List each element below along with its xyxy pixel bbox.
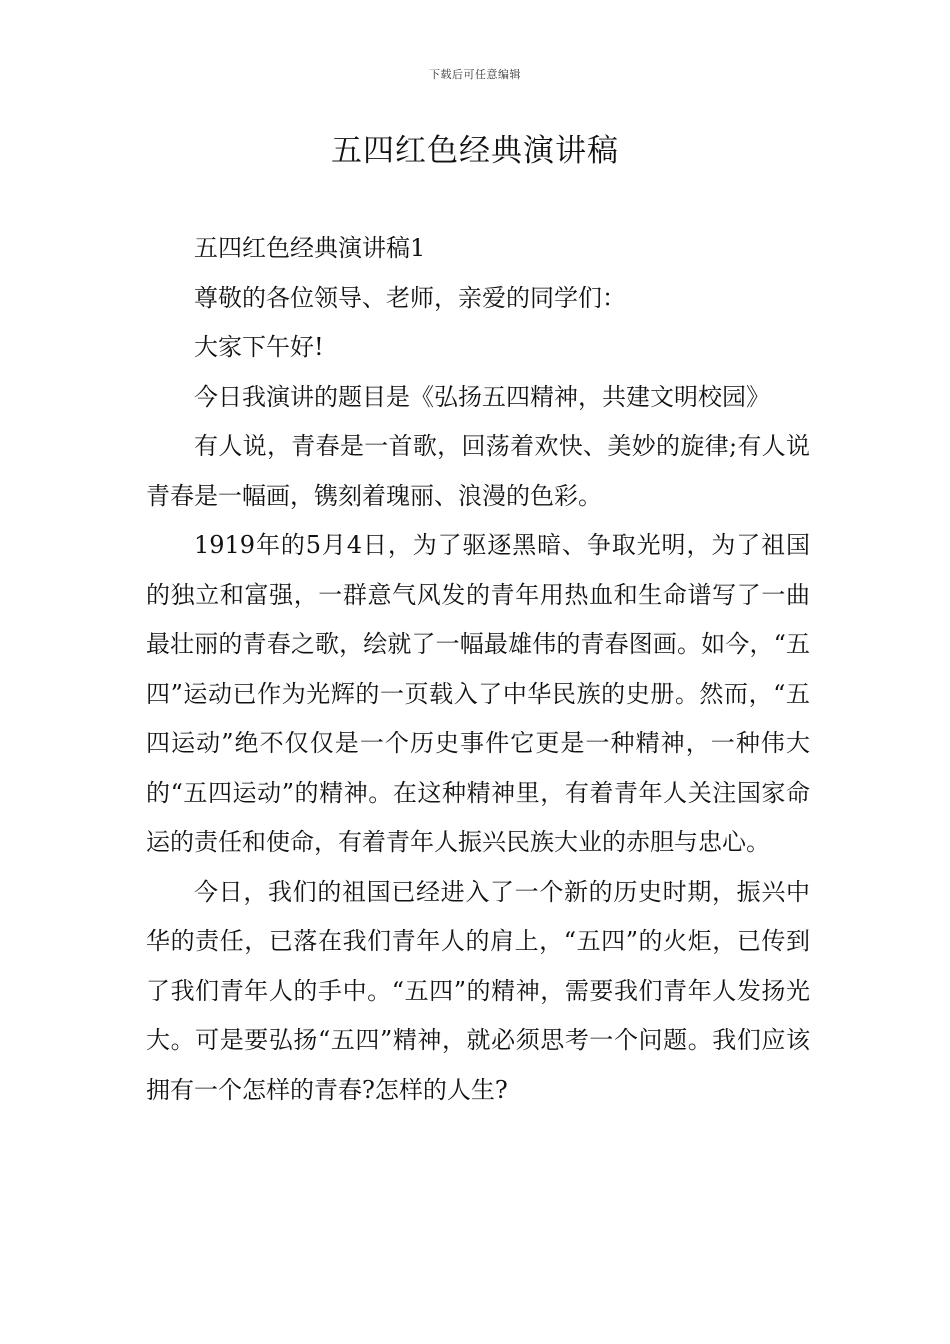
document-body (146, 224, 810, 1115)
page-header-note: 下载后可任意编辑 (429, 68, 521, 81)
document-title: 五四红色经典演讲稿 (331, 133, 619, 169)
paragraph-salutation: 尊敬的各位领导、老师，亲爱的同学们： (194, 283, 626, 312)
paragraph-speech-heading: 五四红色经典演讲稿1 (194, 234, 426, 262)
paragraph-youth-metaphor: 有人说，青春是一首歌，回荡着欢快、美妙的旋律;有人说青春是一幅画，镌刻着瑰丽、浪漫的色彩。 (146, 432, 810, 510)
paragraph-topic: 今日我演讲的题目是《弘扬五四精神，共建文明校园》 (194, 382, 770, 411)
paragraph-today: 今日，我们的祖国已经进入了一个新的历史时期，振兴中华的责任，已落在我们青年人的肩上，“五四”的火炬，已传到了我们青年人的手中。“五四”的精神，需要我们青年人发扬光大。可是要弘扬“五四”精神，就必须思考一个问题。我们应该拥有一个怎样的青春?怎样的人生? (146, 877, 810, 1104)
paragraph-history: 1919年的5月4日，为了驱逐黑暗、争取光明，为了祖国的独立和富强，一群意气风发的青年用热血和生命谱写了一曲最壮丽的青春之歌，绘就了一幅最雄伟的青春图画。如今，“五四”运动已作为光辉的一页载入了中华民族的史册。然而，“五四运动”绝不仅仅是一个历史事件它更是一种精神，一种伟大的“五四运动”的精神。在这种精神里，有着青年人关注国家命运的责任和使命，有着青年人振兴民族大业的赤胆与忠心。 (146, 531, 810, 856)
paragraph-greeting: 大家下午好! (194, 333, 324, 361)
